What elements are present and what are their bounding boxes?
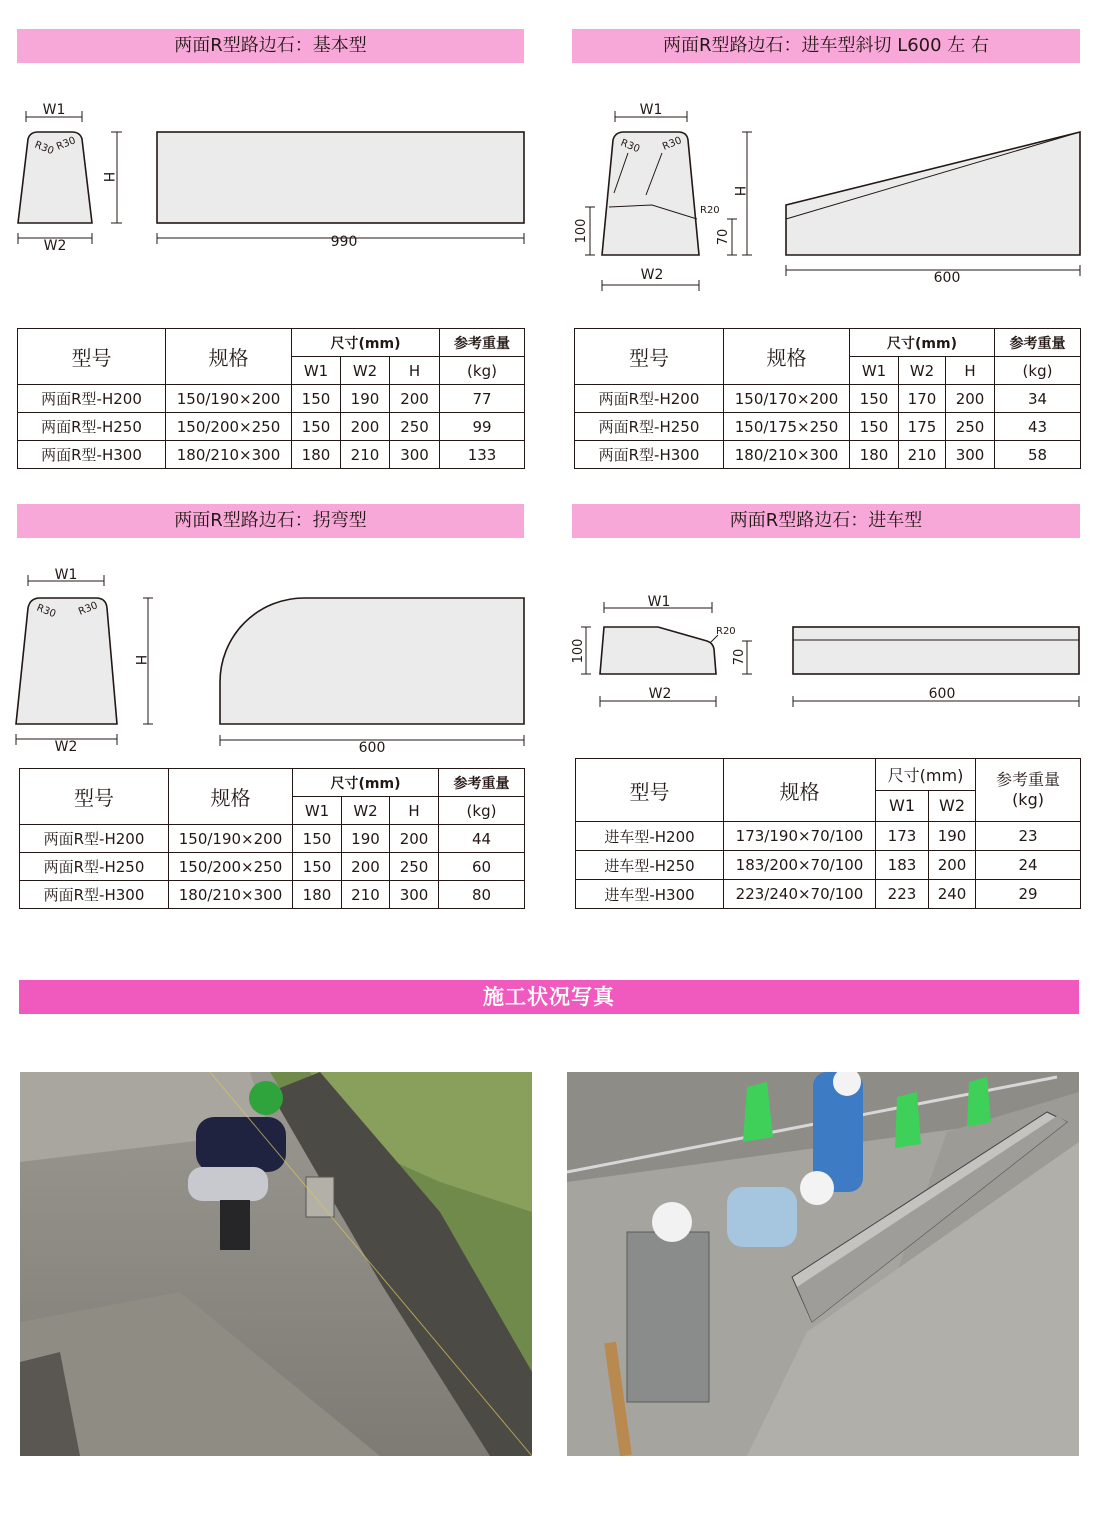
table-cell: 200 xyxy=(341,413,390,441)
curve-spec-table xyxy=(19,768,525,909)
entry-spec-table: 型号 规格 尺寸(mm) 参考重量 (kg) W1 W2 进车型-H200 173/190×70/100 173 190 23 进车型-H250 183/200×70/100 183 200 24 进车型-H300 223/240×70/100 223 240 29 xyxy=(575,758,1081,909)
basic-spec-table xyxy=(17,328,525,469)
table-cell: 300 xyxy=(946,441,995,469)
table-cell: H xyxy=(946,357,995,385)
dimension-label: 600 xyxy=(928,686,956,702)
h-label: H xyxy=(100,171,116,183)
basic-drawing xyxy=(0,95,540,255)
table-cell: 183 xyxy=(876,851,929,880)
table-cell: 80 xyxy=(439,881,525,909)
section-title-curve: 两面R型路边石：拐弯型 xyxy=(17,504,524,538)
table-row xyxy=(18,441,525,469)
weight-unit: (kg) xyxy=(440,357,525,385)
table-cell: 60 xyxy=(439,853,525,881)
table-row xyxy=(20,853,525,881)
r30-left-label: R30 xyxy=(32,139,56,158)
table-cell: 两面R型-H300 xyxy=(575,441,724,469)
table-cell: 参考重量 xyxy=(439,769,525,797)
cross-section-shape xyxy=(16,598,117,724)
table-cell: 180/210×300 xyxy=(169,881,293,909)
table-cell: 190 xyxy=(929,822,976,851)
entry-drawing xyxy=(560,585,1090,710)
table-cell: W2 xyxy=(929,790,976,822)
dimension-label: H xyxy=(132,654,148,666)
d70-label: 70 xyxy=(716,228,731,246)
table-cell: 150/190×200 xyxy=(166,385,292,413)
table-row xyxy=(18,385,525,413)
table-cell: 223/240×70/100 xyxy=(724,880,876,909)
cross-section-shape xyxy=(602,132,699,255)
table-cell: 180/210×300 xyxy=(724,441,850,469)
d100-label: 100 xyxy=(574,218,589,244)
table-row xyxy=(20,825,525,853)
w1-label: W1 xyxy=(42,102,66,118)
table-cell: 300 xyxy=(390,441,440,469)
table-cell: 规格 xyxy=(724,329,850,385)
table-row xyxy=(576,822,1081,851)
table-cell: 240 xyxy=(929,880,976,909)
dimension-label: 70 xyxy=(732,648,747,666)
table-cell: 200 xyxy=(390,385,440,413)
dimension-label: H xyxy=(731,185,747,197)
table-cell: 200 xyxy=(946,385,995,413)
table-cell: 23 xyxy=(976,822,1081,851)
slant-spec-table xyxy=(574,328,1081,469)
table-cell: 175 xyxy=(899,413,946,441)
table-cell: 150/200×250 xyxy=(169,853,293,881)
table-cell: 进车型-H300 xyxy=(576,880,724,909)
table-cell: 173 xyxy=(876,822,929,851)
table-cell: 180/210×300 xyxy=(166,441,292,469)
table-cell: 29 xyxy=(976,880,1081,909)
dimension-label: R20 xyxy=(716,626,736,637)
r30-right-label: R30 xyxy=(55,135,78,153)
table-row xyxy=(576,851,1081,880)
table-cell: 两面R型-H250 xyxy=(18,413,166,441)
table-cell: 133 xyxy=(440,441,525,469)
table-row xyxy=(576,880,1081,909)
table-cell: 180 xyxy=(293,881,342,909)
table-cell: 规格 xyxy=(169,769,293,825)
table-cell: 型号 xyxy=(575,329,724,385)
table-cell: 150 xyxy=(293,825,342,853)
section-title-basic: 两面R型路边石：基本型 xyxy=(17,29,524,63)
table-cell: 150 xyxy=(292,385,341,413)
table-cell: 173/190×70/100 xyxy=(724,822,876,851)
dimension-label: 600 xyxy=(933,270,961,286)
table-cell: (kg) xyxy=(995,357,1081,385)
dimension-label: W2 xyxy=(648,686,672,702)
table-cell: 300 xyxy=(390,881,439,909)
table-cell: 参考重量 xyxy=(995,329,1081,357)
table-cell: W1 xyxy=(876,790,929,822)
table-cell: W1 xyxy=(293,797,342,825)
table-cell: 150 xyxy=(850,413,899,441)
section-title-entry: 两面R型路边石：进车型 xyxy=(572,504,1080,538)
table-cell: 两面R型-H200 xyxy=(575,385,724,413)
table-cell: 250 xyxy=(946,413,995,441)
side-view-shape xyxy=(220,598,524,724)
table-cell: 210 xyxy=(342,881,390,909)
table-cell: 进车型-H200 xyxy=(576,822,724,851)
table-cell: 210 xyxy=(899,441,946,469)
dimension-label: W1 xyxy=(647,594,671,610)
table-cell: 190 xyxy=(342,825,390,853)
table-cell: W2 xyxy=(342,797,390,825)
table-cell: 200 xyxy=(342,853,390,881)
table-row xyxy=(575,441,1081,469)
dimension-label: W2 xyxy=(54,739,78,755)
table-cell: 58 xyxy=(995,441,1081,469)
table-cell: 150 xyxy=(850,385,899,413)
table-cell: 150 xyxy=(292,413,341,441)
table-cell: 两面R型-H300 xyxy=(20,881,169,909)
w2-label: W2 xyxy=(43,238,67,254)
col-model: 型号 xyxy=(18,329,166,385)
table-cell: H xyxy=(390,797,439,825)
table-cell: 两面R型-H250 xyxy=(575,413,724,441)
dimension-label: 100 xyxy=(571,638,586,664)
dimension-label: R30 xyxy=(661,135,684,153)
table-cell: 150/190×200 xyxy=(169,825,293,853)
dimension-label: 600 xyxy=(358,740,386,756)
dimension-label: W1 xyxy=(639,102,663,118)
construction-photo-right xyxy=(567,1072,1079,1456)
col-spec: 规格 xyxy=(166,329,292,385)
side-view-shape xyxy=(793,627,1079,674)
table-cell: 两面R型-H200 xyxy=(18,385,166,413)
table-cell: 24 xyxy=(976,851,1081,880)
r20-label: R20 xyxy=(700,205,720,216)
table-cell: 尺寸(mm) xyxy=(293,769,439,797)
table-cell: 两面R型-H200 xyxy=(20,825,169,853)
cross-section-shape xyxy=(600,627,716,674)
dimension-label: W2 xyxy=(640,267,664,283)
table-cell: W1 xyxy=(850,357,899,385)
table-cell: 200 xyxy=(390,825,439,853)
table-cell: 170 xyxy=(899,385,946,413)
length-label: 990 xyxy=(330,234,358,250)
table-cell: 223 xyxy=(876,880,929,909)
table-cell: (kg) xyxy=(439,797,525,825)
table-row xyxy=(18,413,525,441)
table-cell: 77 xyxy=(440,385,525,413)
sub-w1: W1 xyxy=(292,357,341,385)
table-cell: 250 xyxy=(390,413,440,441)
table-cell: 尺寸(mm) xyxy=(850,329,995,357)
table-cell: 进车型-H250 xyxy=(576,851,724,880)
dimension-label: W1 xyxy=(54,567,78,583)
table-cell: 183/200×70/100 xyxy=(724,851,876,880)
table-cell: 180 xyxy=(850,441,899,469)
table-cell: 99 xyxy=(440,413,525,441)
construction-photo-left xyxy=(20,1072,532,1456)
col-weight: 参考重量 xyxy=(440,329,525,357)
side-view-shape xyxy=(786,132,1080,255)
photos-section-title: 施工状况写真 xyxy=(19,980,1079,1014)
table-cell: 两面R型-H250 xyxy=(20,853,169,881)
table-cell: 180 xyxy=(292,441,341,469)
table-cell: W2 xyxy=(899,357,946,385)
table-cell: 150/200×250 xyxy=(166,413,292,441)
table-cell: 210 xyxy=(341,441,390,469)
dimension-label: R30 xyxy=(77,600,100,618)
sub-w2: W2 xyxy=(341,357,390,385)
table-cell: 44 xyxy=(439,825,525,853)
table-cell: 两面R型-H300 xyxy=(18,441,166,469)
sub-h: H xyxy=(390,357,440,385)
table-row xyxy=(575,385,1081,413)
table-cell: 190 xyxy=(341,385,390,413)
table-row xyxy=(575,413,1081,441)
table-cell: 43 xyxy=(995,413,1081,441)
table-row xyxy=(20,881,525,909)
table-cell: 规格 xyxy=(724,759,876,822)
table-cell: 尺寸(mm) xyxy=(876,759,976,791)
dimension-label: R30 xyxy=(618,137,642,156)
cross-section-shape xyxy=(18,132,92,223)
dimension-label: R30 xyxy=(34,602,58,621)
table-cell: 250 xyxy=(390,853,439,881)
curve-drawing xyxy=(0,560,540,760)
table-cell: 型号 xyxy=(576,759,724,822)
slant-drawing xyxy=(560,95,1090,295)
side-view-shape xyxy=(157,132,524,223)
table-cell: 150/170×200 xyxy=(724,385,850,413)
table-cell: 150/175×250 xyxy=(724,413,850,441)
section-title-slant: 两面R型路边石：进车型斜切 L600 左 右 xyxy=(572,29,1080,63)
table-cell: 200 xyxy=(929,851,976,880)
table-cell: 34 xyxy=(995,385,1081,413)
table-cell: 型号 xyxy=(20,769,169,825)
table-cell: 150 xyxy=(293,853,342,881)
col-dim: 尺寸(mm) xyxy=(292,329,440,357)
